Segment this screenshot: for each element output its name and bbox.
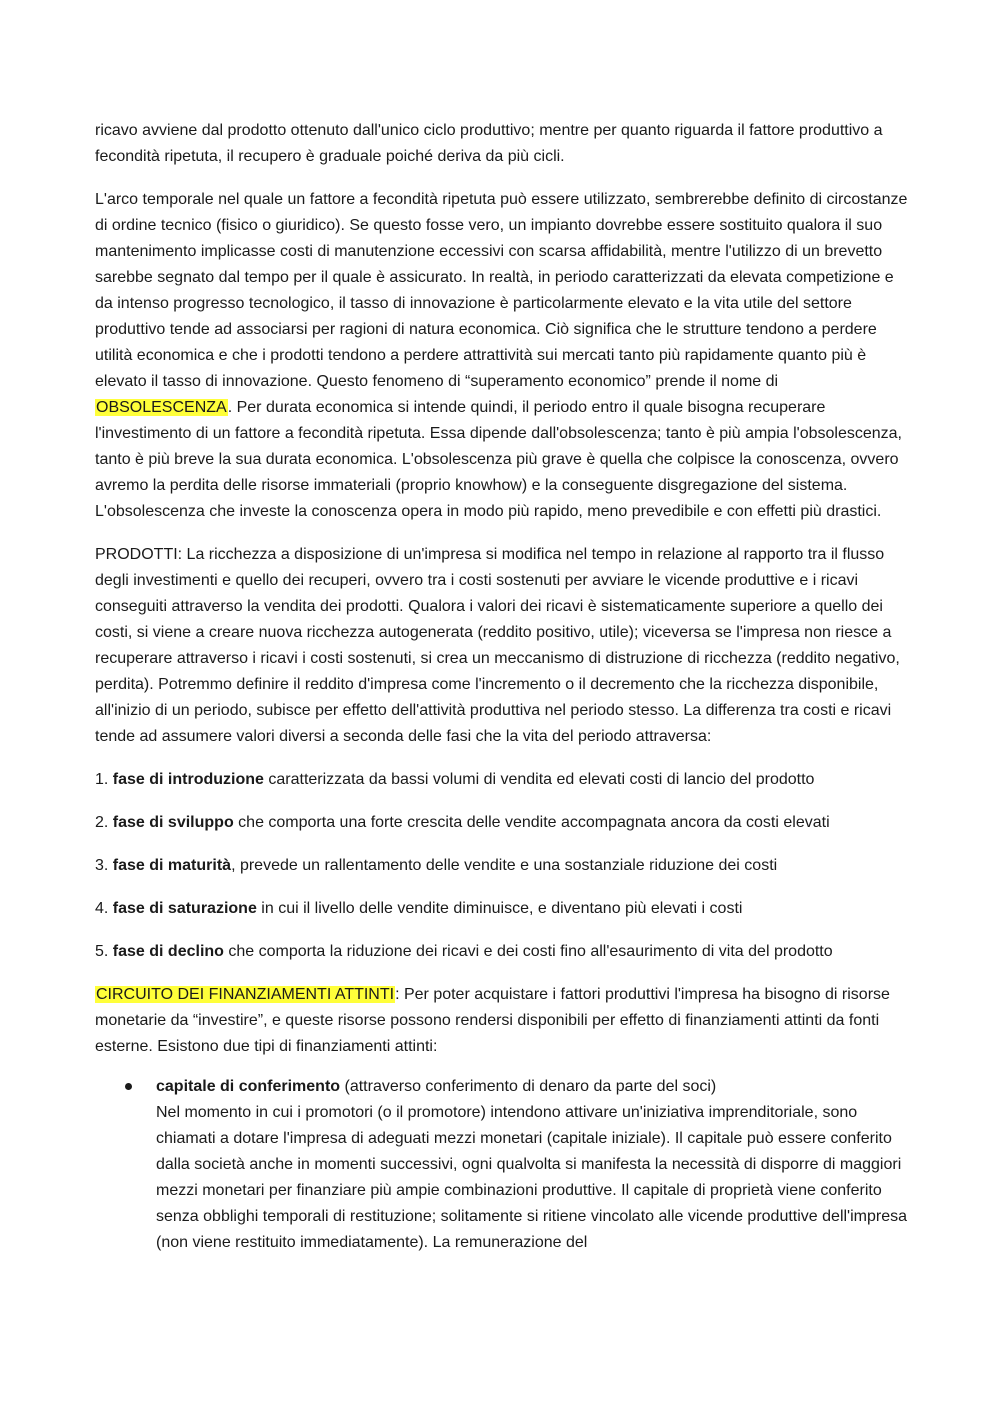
paragraph-circuito [95,982,910,1060]
phase-description: , prevede un rallentamento delle vendite e una sostanziale riduzione dei costi [231,857,778,874]
phase-title: fase di saturazione [112,900,257,917]
bullet-body: Nel momento in cui i promotori (o il promotore) intendono attivare un'iniziativa imprenditoriale, sono chiamati a dotare l'impresa di adeguati mezzi monetari (capitale iniziale). Il capitale può essere conferito dalla società anche in momenti successivi, ogni qualvolta si manifesta la necessità di disporre di maggiori mezzi monetari per finanziare più ampie combinazioni produttive. Il capitale di proprietà viene conferito senza obblighi temporali di restituzione; solitamente si ritiene vincolato alle vicende produttive dell'impresa (non viene restituito immediatamente). La remunerazione del [156,1104,908,1251]
document-page [95,118,910,1256]
phase-description: che comporta la riduzione dei ricavi e dei costi fino all'esaurimento di vita del prodotto [223,943,833,960]
phase-number: 4. [95,900,109,917]
phase-description: caratterizzata da bassi volumi di vendita ed elevati costi di lancio del prodotto [263,771,815,788]
bullet-heading [156,1074,910,1100]
paragraph-text: L'arco temporale nel quale un fattore a fecondità ripetuta può essere utilizzato, sembrerebbe definito di circostanze di ordine tecnico (fisico o giuridico). Se questo fosse vero, un impianto dovrebbe essere sostituito qualora il suo mantenimento implicasse costi di manutenzione eccessivi con scarsa affidabilità, mentre l'utilizzo di un brevetto sarebbe segnato dal tempo per il quale è assicurato. In realtà, in periodo caratterizzati da elevata competizione e da intenso progresso tecnologico, il tasso di innovazione è particolarmente elevato e la vita utile del settore produttivo tende ad associarsi per ragioni di natura economica. Ciò significa che le strutture tendono a perdere utilità economica e che i prodotti tendono a perdere attrattività sui mercati tanto più rapidamente quanto più è elevato il tasso di innovazione. Questo fenomeno di “superamento economico” prende il nome di [95,191,908,390]
phase-number: 2. [95,814,109,831]
bullet-subtitle: (attraverso conferimento di denaro da parte del soci) [340,1078,717,1095]
phase-description: in cui il livello delle vendite diminuisce, e diventano più elevati i costi [256,900,743,917]
phase-title: fase di sviluppo [112,814,234,831]
phase-item-2 [95,810,910,836]
paragraph-text: : Per poter acquistare i fattori produttivi l'impresa ha bisogno di risorse monetarie da “investire”, e queste risorse possono rendersi disponibili per effetto di finanziamenti attinti da fonti esterne. Esistono due tipi di finanziamenti attinti: [95,986,890,1055]
highlight-obsolescenza: OBSOLESCENZA [96,399,227,416]
bullet-capitale-conferimento [95,1074,910,1256]
phase-item-1 [95,767,910,793]
phase-title: fase di introduzione [112,771,264,788]
paragraph-text: . Per durata economica si intende quindi, il periodo entro il quale bisogna recuperare l'investimento di un fattore a fecondità ripetuta. Essa dipende dall'obsolescenza; tanto è più ampia l'obsolescenza, tanto è più breve la sua durata economica. L'obsolescenza più grave è quella che colpisce la conoscenza, ovvero avremo la perdita delle risorse immateriali (proprio knowhow) e la conseguente disgregazione del sistema. L'obsolescenza che investe la conoscenza opera in modo più rapido, meno prevedibile e con effetti più drastici. [95,399,902,520]
paragraph-prodotti: PRODOTTI: La ricchezza a disposizione di un'impresa si modifica nel tempo in relazione al rapporto tra il flusso degli investimenti e quello dei recuperi, ovvero tra i costi sostenuti per avviare le vicende produttive e i ricavi conseguiti attraverso la vendita dei prodotti. Qualora i valori dei ricavi è sistematicamente superiore a quello dei costi, si viene a creare nuova ricchezza autogenerata (reddito positivo, utile); viceversa se l'impresa non riesce a recuperare attraverso i ricavi i costi sostenuti, si crea un meccanismo di distruzione di ricchezza (reddito negativo, perdita). Potremmo definire il reddito d'impresa come l'incremento o il decremento che la ricchezza disponibile, all'inizio di un periodo, subisce per effetto dell'attività produttiva nel periodo stesso. La differenza tra costi e ricavi tende ad assumere valori diversi a seconda delle fasi che la vita del periodo attraversa: [95,546,900,745]
highlight-circuito: CIRCUITO DEI FINANZIAMENTI ATTINTI [96,986,395,1003]
phase-description: che comporta una forte crescita delle vendite accompagnata ancora da costi elevati [233,814,830,831]
paragraph-ricavo: ricavo avviene dal prodotto ottenuto dall'unico ciclo produttivo; mentre per quanto riguarda il fattore produttivo a fecondità ripetuta, il recupero è graduale poiché deriva da più cicli. [95,122,883,165]
phase-number: 5. [95,943,109,960]
phase-number: 1. [95,771,109,788]
bullet-title: capitale di conferimento [156,1078,341,1095]
paragraph-obsolescenza [95,187,910,525]
phase-item-4 [95,896,910,922]
phase-item-3 [95,853,910,879]
bullet-icon [125,1083,132,1090]
phase-title: fase di maturità [112,857,232,874]
phase-item-5 [95,939,910,965]
phase-title: fase di declino [112,943,224,960]
phase-number: 3. [95,857,109,874]
